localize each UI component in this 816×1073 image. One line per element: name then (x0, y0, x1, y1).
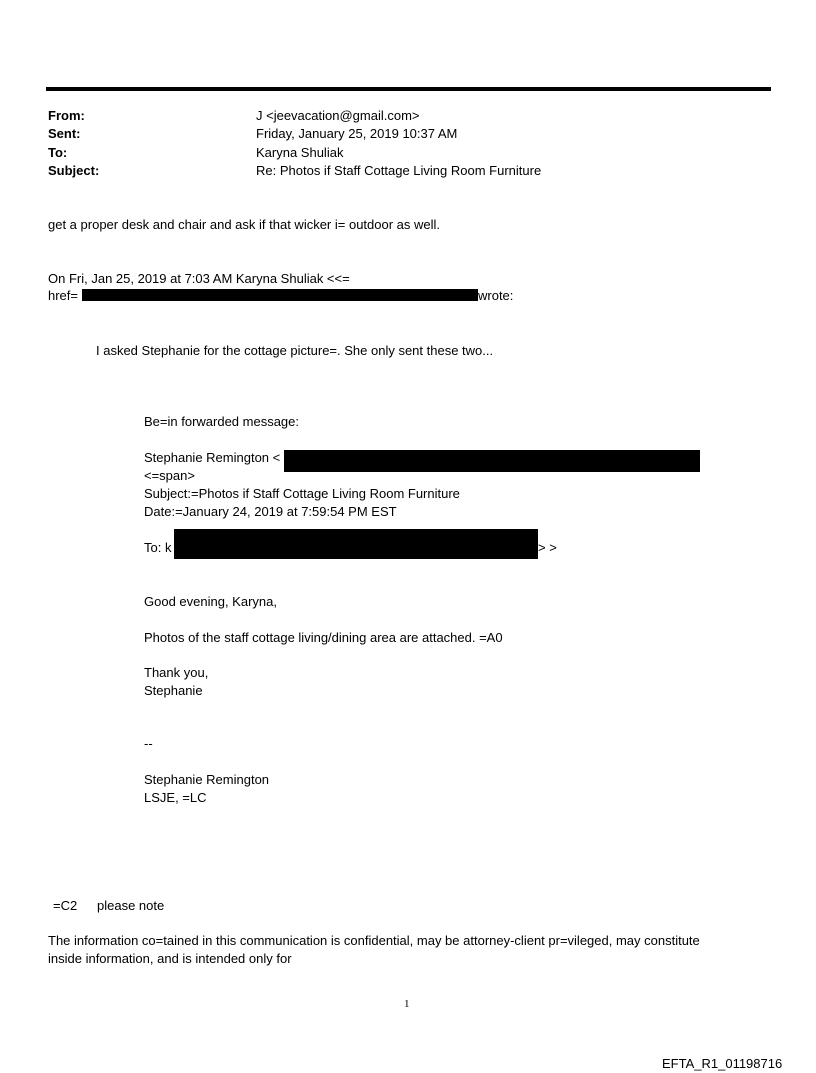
redaction-bar (82, 289, 478, 301)
header-rule (46, 87, 771, 91)
subject-label: Subject: (48, 163, 100, 178)
redaction-bar (174, 529, 538, 559)
redaction-bar (284, 450, 700, 472)
note-code: =C2 (53, 898, 78, 913)
greeting-text: Good evening, Karyna, (144, 594, 277, 609)
forwarded-to-prefix: To: k (144, 540, 172, 555)
signature-org: LSJE, =LC (144, 790, 207, 805)
thanks-text: Thank you, (144, 665, 209, 680)
asked-text: I asked Stephanie for the cottage picture=. She only sent these two... (96, 343, 494, 358)
confidential-line-2: inside information, and is intended only for (48, 951, 292, 966)
forwarded-to-suffix: > > (538, 540, 557, 555)
page-number: 1 (404, 998, 410, 1010)
confidential-line-1: The information co=tained in this communication is confidential, may be attorney-client pr=vileged, may constitute (48, 933, 700, 948)
bates-number: EFTA_R1_01198716 (662, 1056, 783, 1071)
sent-label: Sent: (48, 126, 81, 141)
note-text: please note (97, 898, 165, 913)
signature-first-name: Stephanie (144, 683, 203, 698)
forwarded-begin: Be=in forwarded message: (144, 414, 300, 429)
from-label: From: (48, 108, 85, 123)
to-label: To: (48, 145, 68, 160)
to-value: Karyna Shuliak (256, 145, 344, 160)
subject-value: Re: Photos if Staff Cottage Living Room Furniture (256, 163, 542, 178)
quote-line-2-suffix: wrote: (478, 288, 514, 303)
forwarded-date: Date:=January 24, 2019 at 7:59:54 PM EST (144, 504, 397, 519)
from-value: J <jeevacation@gmail.com> (256, 108, 420, 123)
signature-separator: -- (144, 736, 153, 751)
reply-text: get a proper desk and chair and ask if that wicker i= outdoor as well. (48, 217, 441, 232)
signature-full-name: Stephanie Remington (144, 772, 270, 787)
quote-line-1: On Fri, Jan 25, 2019 at 7:03 AM Karyna Shuliak <<= (48, 271, 350, 286)
forwarded-from: Stephanie Remington < (144, 450, 281, 465)
forwarded-span: <=span> (144, 468, 195, 483)
photos-text: Photos of the staff cottage living/dining area are attached. =A0 (144, 630, 503, 645)
forwarded-subject: Subject:=Photos if Staff Cottage Living Room Furniture (144, 486, 460, 501)
quote-line-2-prefix: href= (48, 288, 78, 303)
sent-value: Friday, January 25, 2019 10:37 AM (256, 126, 458, 141)
